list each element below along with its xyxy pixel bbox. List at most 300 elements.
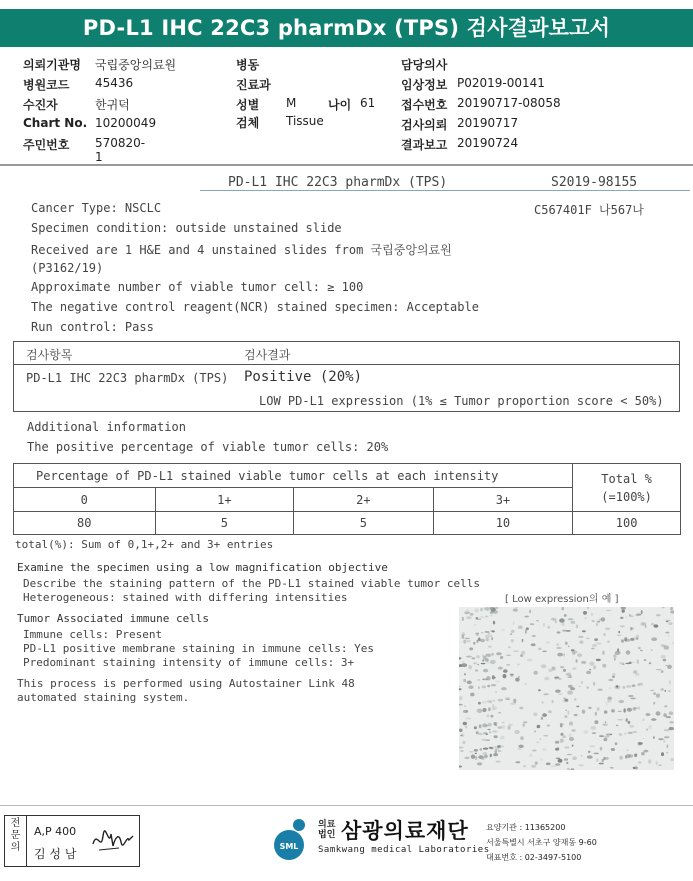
micrograph-cell [642, 719, 644, 721]
micrograph-cell [463, 741, 466, 745]
micrograph-cell [495, 747, 499, 750]
micrograph-cell [605, 721, 607, 723]
micrograph-cell [663, 659, 667, 662]
clinical-info-value: P02019-00141 [457, 76, 545, 90]
micrograph-cell [503, 669, 508, 673]
micrograph-cell [518, 676, 520, 679]
micrograph-cell [480, 639, 485, 642]
micrograph-cell [466, 616, 472, 619]
micrograph-cell [666, 621, 669, 622]
micrograph-cell [469, 751, 474, 752]
block-id: C567401F 나567나 [534, 203, 644, 217]
micrograph-cell [628, 721, 631, 724]
micrograph-cell [572, 745, 574, 747]
micrograph-cell [666, 752, 669, 754]
micrograph-cell [546, 763, 551, 766]
micrograph-cell [476, 632, 478, 636]
report-date-value: 20190724 [457, 136, 519, 150]
micrograph-cell [651, 649, 653, 651]
micrograph-cell [501, 687, 507, 690]
micrograph-cell [485, 616, 489, 618]
micrograph-cell [666, 620, 671, 621]
micrograph-cell [475, 669, 478, 671]
micrograph-cell [534, 671, 538, 675]
stamp-side [5, 816, 27, 866]
micrograph-cell [474, 624, 476, 625]
micrograph-cell [477, 679, 480, 680]
micrograph-cell [624, 637, 627, 641]
micrograph-cell [494, 746, 496, 748]
micrograph-cell [653, 702, 655, 705]
micrograph-cell [603, 633, 605, 636]
stamp-line1: A,P 400 [34, 825, 77, 838]
micrograph-cell [483, 679, 485, 680]
micrograph-cell [614, 658, 616, 661]
micrograph-cell [533, 713, 537, 717]
micrograph-cell [469, 647, 473, 650]
sex-value: M [286, 96, 297, 110]
micrograph-cell [519, 707, 523, 710]
micrograph-cell [541, 758, 543, 761]
micrograph-cell [665, 665, 667, 666]
micrograph-cell [637, 684, 639, 686]
micrograph-cell [486, 676, 490, 680]
micrograph-cell [634, 754, 637, 757]
micrograph-cell [564, 758, 568, 761]
total-header [573, 464, 681, 512]
additional-heading: Additional information [27, 420, 186, 434]
resident-no-label: 주민번호 [23, 138, 70, 152]
micrograph-cell [467, 609, 469, 612]
subheader-underline [200, 190, 690, 191]
micrograph-cell [581, 755, 583, 757]
micrograph-cell [515, 678, 520, 682]
micrograph-cell [588, 751, 591, 753]
micrograph-cell [481, 632, 483, 634]
micrograph-cell [624, 733, 626, 735]
micrograph-cell [464, 611, 470, 614]
micrograph-cell [641, 610, 643, 614]
micrograph-cell [597, 707, 600, 711]
ward-label: 병동 [236, 58, 260, 72]
micrograph-cell [616, 685, 619, 687]
micrograph-cell [484, 755, 488, 759]
stamp-side-1: 전 [10, 818, 21, 829]
micrograph-cell [599, 763, 604, 765]
micrograph-cell [486, 638, 489, 641]
micrograph-cell [461, 663, 467, 667]
micrograph-cell [637, 660, 639, 664]
micrograph-cell [568, 685, 573, 688]
micrograph-cell [547, 626, 550, 629]
chart-no-value: 10200049 [95, 116, 157, 130]
micrograph-cell [667, 665, 672, 669]
micrograph-cell [489, 731, 491, 733]
contact-block [486, 820, 597, 865]
micrograph-cell [596, 659, 601, 661]
micrograph-cell [538, 648, 541, 650]
micrograph-cell [466, 656, 472, 658]
micrograph-cell [510, 633, 512, 635]
micrograph-cell [476, 655, 480, 658]
micrograph-cell [481, 701, 487, 704]
micrograph-cell [658, 764, 661, 766]
micrograph-cell [493, 700, 496, 702]
micrograph-cell [522, 723, 525, 727]
micrograph-cell [480, 748, 483, 750]
micrograph-cell [491, 637, 493, 640]
test-result-header: 검사결과 [244, 348, 291, 362]
micrograph-cell [574, 698, 577, 700]
value-total: 100 [573, 512, 681, 535]
micrograph-cell [481, 663, 486, 664]
micrograph-cell [488, 707, 491, 711]
value-2plus: 5 [294, 512, 434, 535]
micrograph-cell [592, 644, 597, 647]
micrograph-cell [482, 723, 488, 727]
micrograph-cell [569, 737, 574, 741]
micrograph-cell [496, 652, 502, 655]
micrograph-cell [498, 667, 503, 670]
micrograph-cell [489, 747, 493, 749]
hospital-code-value: 45436 [95, 76, 134, 90]
result-box-divider [14, 364, 679, 365]
micrograph-cell [567, 754, 573, 755]
micrograph-cell [628, 754, 633, 758]
micrograph-cell [572, 756, 576, 760]
micrograph-cell [543, 735, 548, 736]
micrograph-cell [514, 730, 519, 734]
micrograph-cell [669, 711, 673, 715]
micrograph-cell [591, 726, 597, 730]
immune-line-3: Predominant staining intensity of immune cells: 3+ [23, 656, 355, 669]
intensity-table [13, 463, 681, 535]
micrograph-cell [667, 744, 669, 748]
micrograph-cell [619, 756, 623, 760]
micrograph-cell [617, 719, 623, 720]
test-item: PD-L1 IHC 22C3 pharmDx (TPS) [26, 371, 229, 385]
micrograph-cell [641, 752, 645, 756]
micrograph-cell [531, 643, 536, 646]
micrograph-cell [641, 622, 647, 626]
micrograph-cell [523, 765, 526, 767]
micrograph-cell [589, 662, 594, 666]
micrograph-cell [550, 766, 556, 767]
micrograph-cell [470, 693, 475, 697]
micrograph-cell [602, 759, 604, 762]
micrograph-cell [496, 761, 501, 763]
micrograph-cell [465, 757, 470, 760]
micrograph-cell [482, 739, 486, 740]
institution-value: 국립중앙의료원 [95, 58, 177, 72]
micrograph-cell [518, 626, 523, 629]
micrograph-cell [460, 735, 462, 737]
total-note: total(%): Sum of 0,1+,2+ and 3+ entries [15, 538, 274, 551]
micrograph-cell [602, 724, 608, 726]
micrograph-cell [633, 707, 637, 711]
micrograph-cell [603, 757, 605, 761]
level-2plus: 2+ [294, 488, 434, 512]
test-result: Positive (20%) [244, 369, 363, 385]
micrograph-cell [626, 616, 628, 618]
micrograph-cell [535, 761, 538, 764]
micrograph-cell [494, 735, 498, 738]
immune-line-2: PD-L1 positive membrane staining in immune cells: Yes [23, 642, 374, 655]
micrograph-cell [581, 661, 586, 664]
micrograph-cell [560, 666, 564, 668]
micrograph-cell [548, 669, 552, 672]
micrograph-cell [543, 693, 548, 695]
micrograph-cell [648, 759, 651, 763]
micrograph-cell [631, 627, 634, 630]
micrograph-cell [547, 725, 550, 727]
micrograph-cell [536, 620, 539, 621]
request-date-value: 20190717 [457, 116, 519, 130]
micrograph-cell [560, 733, 563, 736]
micrograph-cell [636, 635, 639, 638]
micrograph-cell [459, 696, 462, 700]
micrograph-cell [588, 707, 591, 709]
micrograph-cell [546, 641, 550, 643]
micrograph-cell [515, 761, 520, 763]
contact-line-3: 대표번호 : 02-3497-5100 [486, 853, 582, 862]
micrograph-cell [666, 716, 671, 718]
micrograph-cell [640, 650, 643, 652]
micrograph-cell [660, 688, 664, 691]
micrograph-cell [596, 642, 602, 645]
micrograph-cell [511, 639, 514, 642]
micrograph-cell [564, 614, 567, 617]
micrograph-cell [578, 686, 580, 687]
micrograph-cell [493, 753, 498, 756]
specimen-value: Tissue [286, 114, 324, 128]
micrograph-cell [611, 709, 615, 713]
micrograph-cell [491, 684, 497, 686]
micrograph-cell [566, 762, 568, 764]
resident-no-value: 570820-1 [95, 136, 146, 164]
signature-image [89, 824, 137, 858]
age-value: 61 [360, 96, 376, 110]
micrograph-cell [555, 690, 561, 693]
micrograph-cell [622, 610, 625, 613]
micrograph-cell [656, 711, 661, 715]
micrograph-cell [488, 646, 492, 648]
micrograph-cell [482, 685, 487, 688]
micrograph-cell [576, 659, 578, 663]
micrograph-cell [495, 749, 497, 753]
micrograph-cell [568, 618, 574, 620]
micrograph-cell [501, 629, 505, 631]
request-date-label: 검사의뢰 [401, 118, 448, 132]
contact-line-2: 서울특별시 서초구 양재동 9-60 [486, 838, 597, 847]
micrograph-cell [536, 742, 540, 744]
micrograph-cell [537, 725, 541, 729]
micrograph-cell [464, 705, 466, 707]
micrograph-cell [632, 684, 636, 687]
micrograph-cell [487, 714, 490, 717]
micrograph-cell [620, 617, 623, 619]
micrograph-cell [566, 630, 571, 632]
micrograph-cell [493, 621, 495, 625]
micrograph-cell [613, 654, 616, 658]
micrograph-cell [664, 690, 666, 692]
micrograph-cell [572, 651, 577, 654]
sml-logo-icon [265, 815, 315, 865]
micrograph-cell [611, 748, 615, 751]
micrograph-cell [487, 700, 491, 702]
micrograph-cell [498, 750, 502, 752]
micrograph-cell [577, 653, 582, 657]
clinical-info-label: 임상정보 [401, 78, 448, 92]
micrograph-cell [479, 616, 484, 618]
micrograph-cell [490, 660, 496, 664]
micrograph-cell [468, 665, 472, 669]
micrograph-cell [482, 708, 486, 712]
micrograph-cell [608, 679, 613, 681]
micrograph-cell [668, 690, 670, 692]
micrograph-cell [571, 729, 575, 732]
micrograph-cell [583, 611, 587, 615]
micrograph-cell [563, 653, 565, 656]
micrograph-cell [483, 752, 488, 755]
micrograph-cell [625, 663, 631, 664]
micrograph-cell [479, 724, 482, 728]
micrograph-cell [555, 741, 559, 744]
micrograph-cell [656, 761, 658, 765]
patient-label: 수진자 [23, 98, 58, 112]
micrograph-cell [626, 650, 631, 654]
micrograph-cell [574, 714, 578, 716]
micrograph-cell [474, 726, 477, 729]
micrograph-cell [568, 646, 570, 648]
micrograph-cell [472, 657, 476, 659]
micrograph-cell [576, 706, 579, 707]
micrograph-cell [630, 638, 634, 641]
micrograph-cell [552, 700, 554, 704]
micrograph-cell [460, 750, 464, 751]
title-bar [0, 0, 693, 60]
micrograph-cell [628, 732, 633, 734]
receipt-no-value: 20190717-08058 [457, 96, 561, 110]
micrograph-cell [485, 631, 490, 633]
micrograph-cell [628, 695, 634, 697]
value-3plus: 10 [433, 512, 573, 535]
micrograph-cell [532, 635, 536, 636]
micrograph-cell [475, 609, 479, 613]
micrograph-cell [485, 654, 490, 657]
micrograph-cell [556, 643, 559, 646]
sex-label: 성별 [236, 98, 260, 112]
micrograph-cell [576, 625, 578, 629]
micrograph-cell [569, 722, 573, 726]
micrograph-cell [492, 675, 495, 679]
micrograph-cell [532, 750, 537, 752]
micrograph-cell [661, 752, 664, 756]
micrograph-cell [538, 689, 541, 691]
micrograph-cell [565, 710, 567, 712]
micrograph-cell [612, 676, 615, 678]
micrograph-cell [627, 708, 632, 712]
micrograph-cell [669, 721, 674, 723]
micrograph-cell [477, 664, 479, 666]
micrograph-cell [554, 677, 559, 679]
micrograph-cell [511, 630, 515, 633]
micrograph-cell [466, 640, 471, 642]
micrograph-cell [562, 630, 566, 632]
micrograph-cell [557, 631, 561, 633]
case-number: (P3162/19) [31, 261, 104, 275]
micrograph-cell [565, 699, 569, 702]
micrograph-cell [609, 687, 611, 689]
micrograph-cell [583, 730, 588, 734]
micrograph-cell [590, 745, 595, 747]
examine-line-1: Describe the staining pattern of the PD-L1 stained viable tumor cells [23, 577, 480, 590]
micrograph-cell [498, 699, 503, 702]
micrograph-cell [487, 729, 490, 730]
micrograph-cell [508, 726, 511, 730]
micrograph-cell [563, 735, 566, 738]
micrograph-cell [524, 683, 527, 684]
specimen-label: 검체 [236, 116, 260, 130]
micrograph-cell [527, 659, 533, 662]
micrograph-cell [560, 724, 565, 725]
micrograph-cell [569, 675, 571, 676]
immune-line-1: Immune cells: Present [23, 628, 163, 641]
micrograph-cell [579, 764, 584, 766]
examine-heading: Examine the specimen using a low magnification objective [17, 561, 388, 574]
micrograph-cell [606, 702, 608, 706]
micrograph-cell [555, 620, 557, 623]
micrograph-cell [648, 725, 651, 729]
micrograph-cell [523, 721, 527, 723]
micrograph-cell [593, 682, 595, 686]
micrograph-image [459, 607, 674, 770]
micrograph-cell [529, 754, 532, 757]
micrograph-cell [591, 648, 595, 650]
micrograph-cell [548, 710, 552, 713]
micrograph-cell [654, 624, 659, 627]
stamp-side-2: 문 [10, 830, 21, 841]
micrograph-cell [565, 642, 568, 645]
micrograph-cell [510, 674, 514, 675]
cancer-type: Cancer Type: NSCLC [31, 201, 162, 215]
micrograph-cell [544, 677, 549, 681]
micrograph-cell [567, 711, 569, 715]
micrograph-cell [669, 680, 671, 684]
org-name: 삼광의료재단 [341, 819, 469, 843]
micrograph-cell [563, 669, 566, 672]
micrograph-cell [465, 638, 470, 639]
micrograph-cell [473, 642, 475, 645]
micrograph-cell [651, 623, 654, 625]
micrograph-cell [556, 758, 560, 759]
micrograph-cell [482, 659, 484, 662]
micrograph-cell [621, 639, 624, 642]
micrograph-cell [567, 690, 573, 694]
micrograph-cell [586, 671, 591, 674]
micrograph-cell [467, 681, 472, 685]
immune-heading: Tumor Associated immune cells [17, 612, 210, 625]
micrograph-cell [462, 617, 464, 621]
micrograph-cell [462, 632, 465, 636]
micrograph-cell [591, 613, 594, 616]
micrograph-cell [485, 740, 490, 741]
micrograph-cell [582, 710, 585, 714]
micrograph-cell [610, 734, 612, 735]
micrograph-cell [593, 665, 596, 669]
micrograph-cell [602, 664, 606, 668]
micrograph-cell [667, 635, 669, 636]
